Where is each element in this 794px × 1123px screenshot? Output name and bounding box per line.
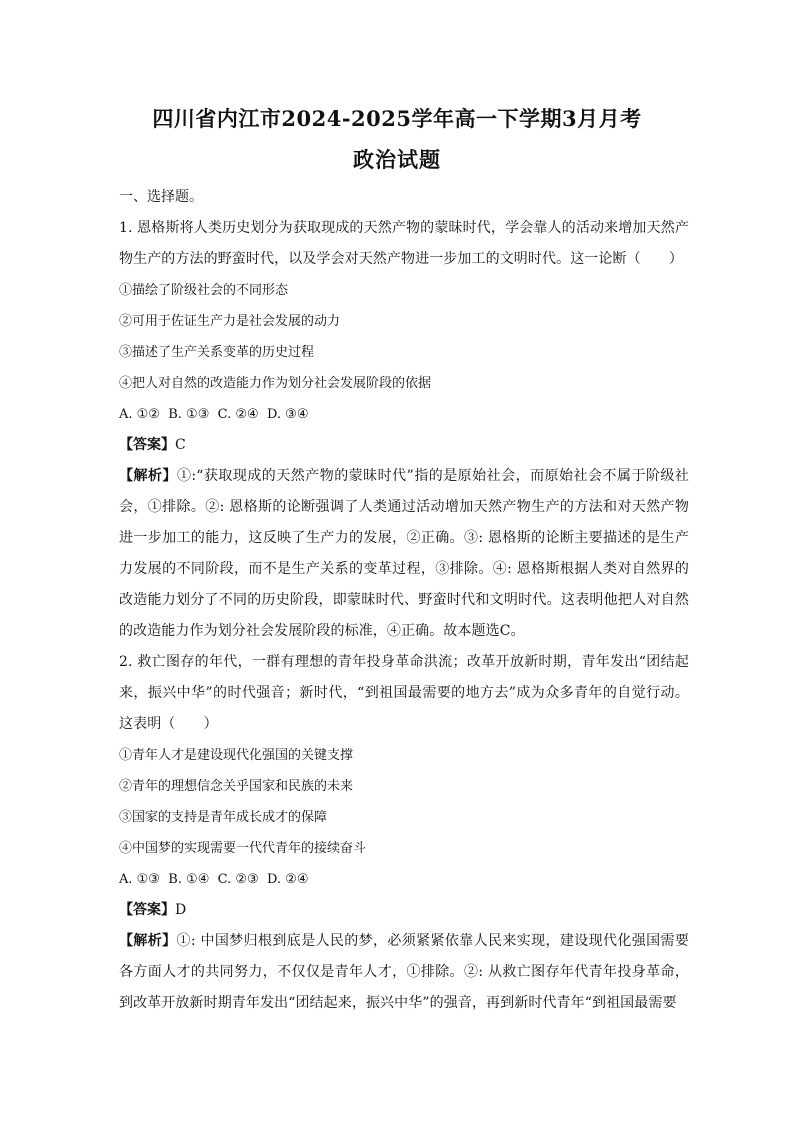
question-2-option-2: ②青年的理想信念关乎国家和民族的未来 bbox=[119, 779, 354, 794]
answer-value: C bbox=[175, 437, 186, 453]
question-2-answer bbox=[119, 895, 689, 926]
question-2-stem: 2. 救亡图存的年代，一群有理想的青年投身革命洪流；改革开放新时期，青年发出“团结起来，振兴中华”的时代强音；新时代，“到祖国最需要的地方去”成为众多青年的自觉行动。这表明（ ） bbox=[119, 654, 689, 732]
question-1-option-2: ②可用于佐证生产力是社会发展的动力 bbox=[119, 314, 341, 329]
analysis-text: ①:“获取现成的天然产物的蒙昧时代”指的是原始社会，而原始社会不属于阶级社会，①排除。②: 恩格斯的论断强调了人类通过活动增加天然产物生产的方法和对天然产物进一步加工的能力，这反映了生产力的发展，②正确。③: 恩格斯的论断主要描述的是生产力发展的不同阶段，而不是生产关系的变革过程，③排除。④: 恩格斯根据人类对自然界的改造能力划分了不同的历史阶段，即蒙昧时代、野蛮时代和文明时代。这表明他把人对自然的改造能力作为划分社会发展阶段的标准，④正确。故本题选C。 bbox=[119, 468, 690, 639]
answer-tag: 【答案】 bbox=[119, 902, 175, 918]
section-heading: 一、选择题。 bbox=[119, 189, 203, 205]
question-1-stem: 1. 恩格斯将人类历史划分为获取现成的天然产物的蒙昧时代，学会靠人的活动来增加天然产物生产的方法的野蛮时代，以及学会对天然产物进一步加工的文明时代。这一论断（ ） bbox=[119, 220, 689, 267]
document-title: 四川省内江市2024-2025学年高一下学期3月月考 bbox=[152, 106, 642, 131]
analysis-tag: 【解析】 bbox=[119, 468, 177, 484]
question-2-option-1: ①青年人才是建设现代化强国的关键支撑 bbox=[119, 748, 354, 763]
document-body bbox=[119, 182, 689, 1019]
analysis-text: ①: 中国梦归根到底是人民的梦，必须紧紧依靠人民来实现，建设现代化强国需要各方面人才的共同努力，不仅仅是青年人才，①排除。②: 从救亡图存年代青年投身革命，到改革开放新时期青年发出“团结起来，振兴中华”的强音，再到新时代青年“到祖国最需要 bbox=[119, 933, 689, 1011]
analysis-tag: 【解析】 bbox=[119, 933, 177, 949]
question-2-option-4: ④中国梦的实现需要一代代青年的接续奋斗 bbox=[119, 841, 367, 856]
question-1-option-3: ③描述了生产关系变革的历史过程 bbox=[119, 345, 315, 360]
question-2-choices: A. ①③ B. ①④ C. ②③ D. ②④ bbox=[119, 872, 309, 887]
question-1-option-1: ①描绘了阶级社会的不同形态 bbox=[119, 283, 289, 298]
question-2 bbox=[119, 647, 689, 1019]
document-subtitle: 政治试题 bbox=[353, 147, 441, 172]
question-1-analysis bbox=[119, 461, 689, 647]
answer-value: D bbox=[175, 902, 187, 918]
question-1 bbox=[119, 213, 689, 647]
question-1-answer bbox=[119, 430, 689, 461]
question-1-option-4: ④把人对自然的改造能力作为划分社会发展阶段的依据 bbox=[119, 376, 432, 391]
answer-tag: 【答案】 bbox=[119, 437, 175, 453]
question-2-analysis bbox=[119, 926, 689, 1019]
question-2-option-3: ③国家的支持是青年成长成才的保障 bbox=[119, 810, 328, 825]
question-1-choices: A. ①② B. ①③ C. ②④ D. ③④ bbox=[119, 407, 309, 422]
